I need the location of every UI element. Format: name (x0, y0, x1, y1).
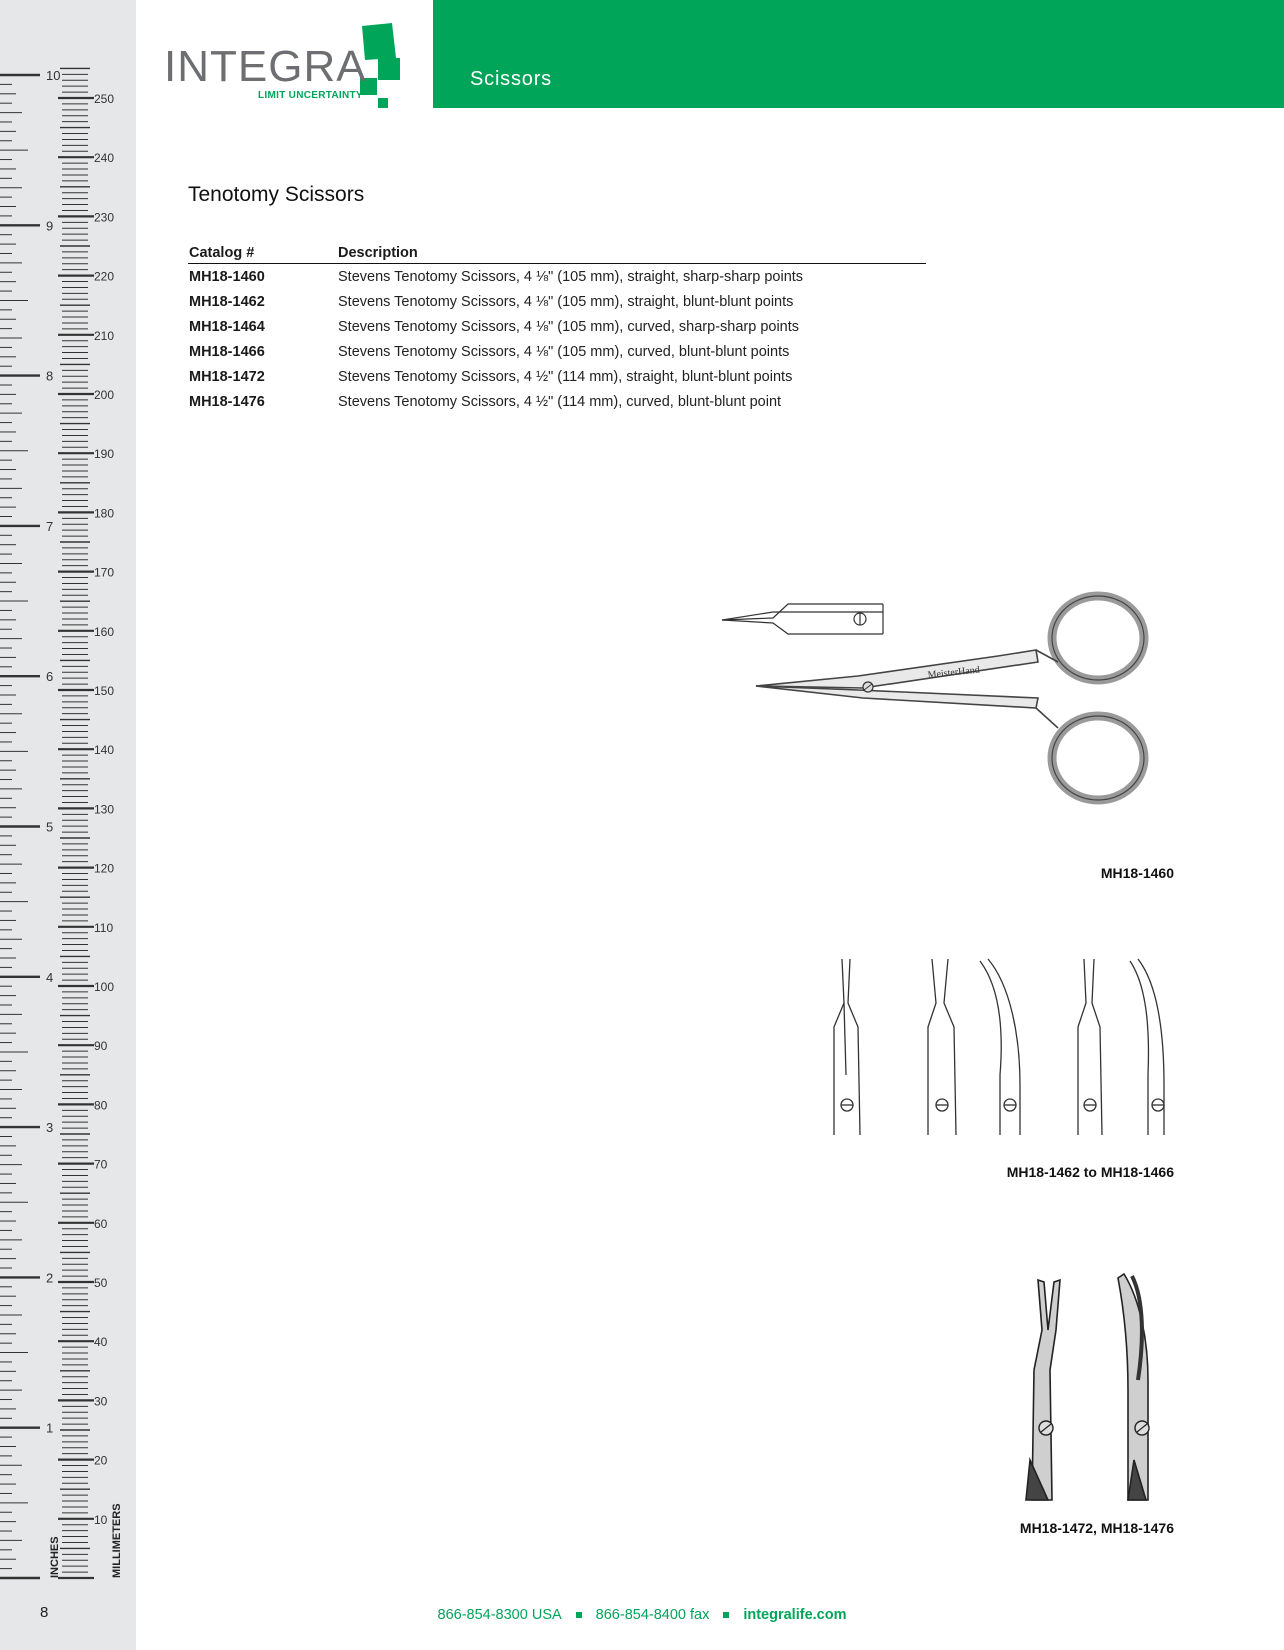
description-cell: Stevens Tenotomy Scissors, 4 ⅛" (105 mm), straight, blunt-blunt points (338, 293, 794, 310)
catalog-number: MH18-1462 (189, 293, 265, 310)
inch-label: 7 (46, 518, 54, 534)
table-row (188, 339, 926, 364)
mm-label: 230 (94, 210, 115, 225)
mm-label: 20 (94, 1453, 108, 1468)
mm-label: 50 (94, 1276, 108, 1290)
table-header-row (188, 243, 926, 264)
figure-caption: MH18-1460 (1100, 865, 1174, 881)
mm-label: 220 (94, 269, 115, 284)
mm-label: 190 (94, 447, 115, 462)
column-header-description: Description (337, 243, 926, 264)
mm-label: 210 (94, 328, 115, 343)
integra-logo (160, 20, 410, 115)
footer-contact (0, 1607, 1284, 1623)
mm-label: 180 (94, 506, 115, 521)
footer-phone: 866-854-8300 USA (437, 1607, 562, 1623)
mm-label: 100 (94, 980, 115, 994)
column-header-catalog: Catalog # (188, 243, 337, 264)
mm-label: 10 (94, 1512, 108, 1527)
header-section-title: Scissors (470, 68, 552, 90)
logo-wordmark: INTEGRA (164, 42, 367, 91)
mm-label: 120 (94, 861, 115, 876)
inch-label: 6 (46, 669, 54, 685)
scissors-tips-illustration-large (1020, 1260, 1180, 1510)
table-row (188, 289, 926, 314)
mm-label: 40 (94, 1335, 108, 1350)
figure-caption: MH18-1462 to MH18-1466 (1006, 1164, 1174, 1180)
mm-label: 110 (94, 920, 114, 935)
footer-website-link[interactable]: integralife.com (743, 1607, 847, 1623)
inch-label: 9 (46, 218, 54, 234)
inch-label: 2 (46, 1270, 54, 1286)
mm-label: 70 (94, 1157, 108, 1172)
figure-caption: MH18-1472, MH18-1476 (1019, 1520, 1174, 1536)
catalog-number: MH18-1466 (189, 343, 265, 360)
mm-label: 130 (94, 802, 115, 817)
footer-separator (576, 1612, 582, 1618)
header-bar (433, 0, 1284, 108)
table-row (188, 364, 926, 389)
table-row (188, 314, 926, 339)
catalog-table (188, 243, 926, 414)
page-title: Tenotomy Scissors (188, 183, 365, 206)
page-number: 8 (40, 1604, 49, 1621)
description-cell: Stevens Tenotomy Scissors, 4 ⅛" (105 mm), straight, sharp-sharp points (338, 268, 804, 285)
mm-label: 140 (94, 743, 115, 758)
mm-label: 170 (94, 565, 115, 580)
description-cell: Stevens Tenotomy Scissors, 4 ⅛" (105 mm), curved, sharp-sharp points (338, 318, 800, 335)
footer-separator (723, 1612, 729, 1618)
logo-tagline: LIMIT UNCERTAINTY (258, 90, 363, 101)
inches-axis-label: INCHES (49, 1536, 61, 1578)
mm-label: 60 (94, 1216, 108, 1231)
engraving-text: MeisterHand (927, 664, 981, 681)
inch-label: 5 (46, 819, 54, 835)
catalog-number: MH18-1460 (189, 268, 265, 285)
scissors-illustration-full (718, 590, 1178, 850)
mm-label: 160 (94, 624, 115, 639)
mm-label: 30 (94, 1394, 108, 1409)
table-row (188, 264, 926, 290)
description-cell: Stevens Tenotomy Scissors, 4 ½" (114 mm), straight, blunt-blunt points (338, 368, 793, 385)
mm-label: 90 (94, 1039, 108, 1054)
mm-label: 200 (94, 388, 115, 402)
mm-label: 80 (94, 1098, 108, 1113)
millimeters-axis-label: MILLIMETERS (111, 1503, 123, 1578)
catalog-number: MH18-1464 (189, 318, 265, 335)
table-row (188, 389, 926, 414)
description-cell: Stevens Tenotomy Scissors, 4 ⅛" (105 mm), curved, blunt-blunt points (338, 343, 790, 360)
description-cell: Stevens Tenotomy Scissors, 4 ½" (114 mm), curved, blunt-blunt point (338, 393, 782, 410)
inch-label: 1 (46, 1420, 54, 1436)
mm-label: 150 (94, 684, 115, 698)
mm-label: 250 (94, 92, 115, 106)
scissors-tips-illustration (820, 955, 1180, 1135)
catalog-number: MH18-1476 (189, 393, 265, 410)
measurement-ruler (0, 0, 136, 1650)
inch-label: 10 (46, 68, 61, 83)
inch-label: 4 (46, 969, 54, 985)
inch-label: 3 (46, 1120, 54, 1136)
catalog-number: MH18-1472 (189, 368, 265, 385)
mm-label: 240 (94, 151, 115, 166)
inch-label: 8 (46, 368, 54, 384)
footer-fax: 866-854-8400 fax (595, 1607, 710, 1623)
ruler-graphic (0, 0, 136, 1650)
